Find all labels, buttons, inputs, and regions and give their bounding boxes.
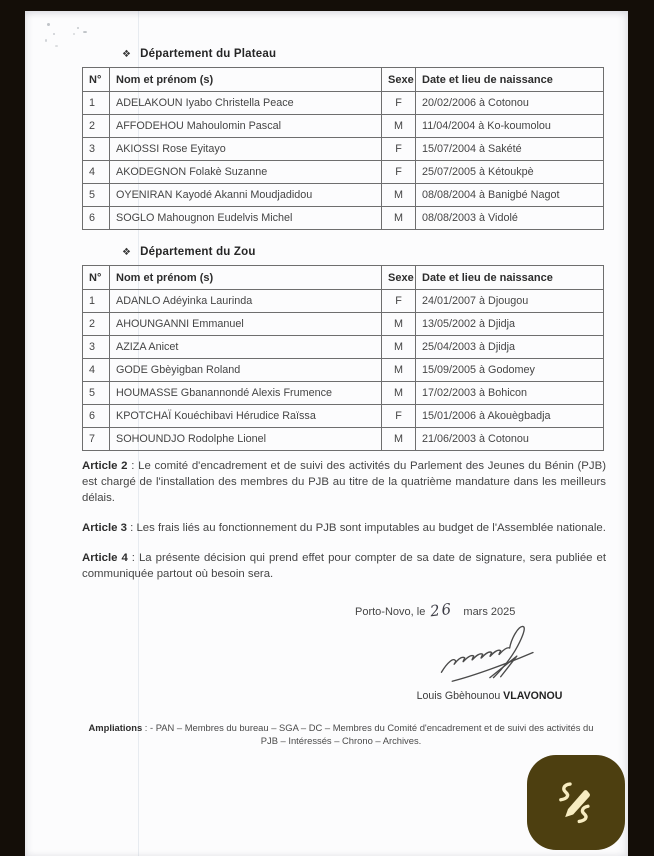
article-paragraph: Article 4 : La présente décision qui prend effet pour compter de sa date de signature, sera publiée et communiquée partout où besoin sera.: [82, 552, 606, 580]
diamond-bullet-icon: ❖: [122, 49, 132, 60]
table-cell: M: [382, 313, 416, 336]
table-row: [83, 115, 604, 138]
table-row: [83, 184, 604, 207]
dateline: [355, 601, 585, 619]
table-cell: KPOTCHAÏ Kouéchibavi Hérudice Raïssa: [110, 405, 382, 428]
table-row: [83, 405, 604, 428]
edit-markup-button[interactable]: [527, 755, 625, 850]
table-cell: AKIOSSI Rose Eyitayo: [110, 138, 382, 161]
table-cell: 7: [83, 428, 110, 451]
column-header: Nom et prénom (s): [110, 68, 382, 92]
section-title-plateau: ❖ Département du Plateau: [122, 48, 277, 60]
article-label: Article 4: [82, 552, 128, 564]
column-header: Date et lieu de naissance: [416, 68, 604, 92]
table-cell: AHOUNGANNI Emmanuel: [110, 313, 382, 336]
table-row: [83, 138, 604, 161]
column-header: Sexe: [382, 68, 416, 92]
table-cell: 24/01/2007 à Djougou: [416, 290, 604, 313]
table-cell: M: [382, 359, 416, 382]
table-cell: 4: [83, 359, 110, 382]
ampliations-label: Ampliations: [88, 722, 143, 733]
table-cell: 2: [83, 313, 110, 336]
table-cell: AZIZA Anicet: [110, 336, 382, 359]
markup-pen-icon: [550, 777, 602, 829]
table-cell: 21/06/2003 à Cotonou: [416, 428, 604, 451]
table-cell: 15/01/2006 à Akouègbadja: [416, 405, 604, 428]
dateline-suffix: mars 2025: [463, 606, 516, 618]
column-header: Date et lieu de naissance: [416, 266, 604, 290]
table-cell: F: [382, 161, 416, 184]
article-label: Article 3: [82, 522, 127, 534]
ampliations: Ampliations : - PAN – Membres du bureau – SGA – DC – Membres du Comité d'encadrement et de suivi des activités du PJB – Intéressés – Chrono – Archives.: [88, 722, 594, 746]
article-paragraph: Article 2 : Le comité d'encadrement et de suivi des activités du Parlement des Jeunes du Bénin (PJB) est chargé de l'installation des membres du PJB au titre de la quatrième mandature dans les meilleurs délais.: [82, 460, 606, 504]
zou-table: [82, 265, 604, 451]
column-header: Nom et prénom (s): [110, 266, 382, 290]
table-cell: M: [382, 115, 416, 138]
table-cell: 1: [83, 92, 110, 115]
article-label: Article 2: [82, 460, 128, 472]
table-cell: 20/02/2006 à Cotonou: [416, 92, 604, 115]
table-cell: M: [382, 336, 416, 359]
article-paragraph: Article 3 : Les frais liés au fonctionnement du PJB sont imputables au budget de l'Assemblée nationale.: [82, 522, 606, 534]
table-row: [83, 92, 604, 115]
table-cell: M: [382, 382, 416, 405]
table-cell: 5: [83, 382, 110, 405]
table-cell: F: [382, 138, 416, 161]
table-header-row: [83, 68, 604, 92]
table-cell: M: [382, 428, 416, 451]
table-cell: M: [382, 207, 416, 230]
table-cell: AKODEGNON Folakè Suzanne: [110, 161, 382, 184]
table-cell: 08/08/2004 à Banigbé Nagot: [416, 184, 604, 207]
table-cell: M: [382, 184, 416, 207]
table-cell: ADELAKOUN Iyabo Christella Peace: [110, 92, 382, 115]
table-row: [83, 382, 604, 405]
table-cell: F: [382, 290, 416, 313]
document-page: [25, 11, 628, 856]
table-row: [83, 359, 604, 382]
table-row: [83, 336, 604, 359]
table-cell: 4: [83, 161, 110, 184]
table-cell: 11/04/2004 à Ko-koumolou: [416, 115, 604, 138]
table-cell: 2: [83, 115, 110, 138]
column-header: Sexe: [382, 266, 416, 290]
table-cell: GODE Gbèyigban Roland: [110, 359, 382, 382]
handwritten-day: 26: [429, 599, 455, 621]
table-cell: 6: [83, 207, 110, 230]
plateau-table: [82, 67, 604, 230]
table-cell: 1: [83, 290, 110, 313]
table-row: [83, 161, 604, 184]
table-cell: 5: [83, 184, 110, 207]
table-header-row: [83, 266, 604, 290]
table-cell: 08/08/2003 à Vidolé: [416, 207, 604, 230]
table-row: [83, 290, 604, 313]
section-title-zou: ❖ Département du Zou: [122, 246, 256, 258]
table-cell: OYENIRAN Kayodé Akanni Moudjadidou: [110, 184, 382, 207]
table-row: [83, 313, 604, 336]
signature-scribble: [425, 622, 553, 692]
table-cell: 25/04/2003 à Djidja: [416, 336, 604, 359]
table-cell: 25/07/2005 à Kétoukpè: [416, 161, 604, 184]
table-cell: 15/09/2005 à Godomey: [416, 359, 604, 382]
table-cell: F: [382, 92, 416, 115]
column-header: N°: [83, 68, 110, 92]
table-cell: 17/02/2003 à Bohicon: [416, 382, 604, 405]
table-cell: HOUMASSE Gbanannondé Alexis Frumence: [110, 382, 382, 405]
column-header: N°: [83, 266, 110, 290]
table-cell: SOHOUNDJO Rodolphe Lionel: [110, 428, 382, 451]
table-cell: 3: [83, 138, 110, 161]
table-cell: SOGLO Mahougnon Eudelvis Michel: [110, 207, 382, 230]
table-cell: 3: [83, 336, 110, 359]
table-cell: AFFODEHOU Mahoulomin Pascal: [110, 115, 382, 138]
table-cell: ADANLO Adéyinka Laurinda: [110, 290, 382, 313]
table-row: [83, 207, 604, 230]
table-row: [83, 428, 604, 451]
table-cell: F: [382, 405, 416, 428]
table-cell: 6: [83, 405, 110, 428]
table-cell: 13/05/2002 à Djidja: [416, 313, 604, 336]
articles-block: [82, 458, 606, 596]
signatory-name: Louis Gbèhounou VLAVONOU: [416, 690, 563, 702]
diamond-bullet-icon: ❖: [122, 247, 132, 258]
dateline-prefix: Porto-Novo, le: [355, 606, 426, 618]
table-cell: 15/07/2004 à Sakété: [416, 138, 604, 161]
